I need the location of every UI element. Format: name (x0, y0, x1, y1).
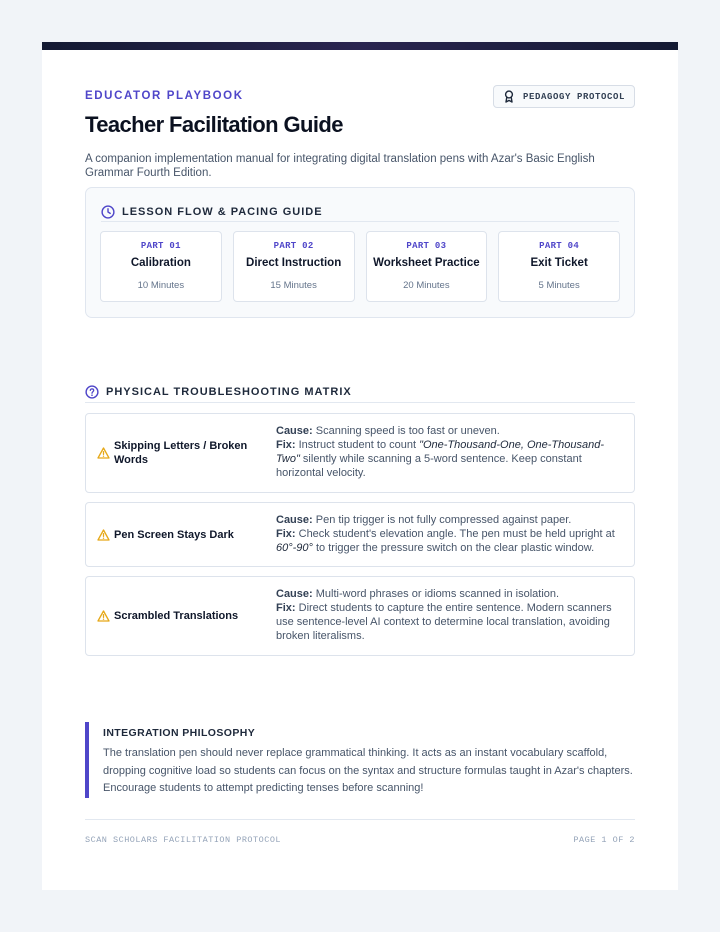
divider (85, 402, 635, 403)
issue-name: Skipping Letters / Broken Words (114, 440, 248, 466)
lesson-flow-card (85, 187, 635, 318)
clock-icon (101, 205, 115, 219)
document-page (42, 42, 678, 890)
eyebrow-label: EDUCATOR PLAYBOOK (85, 90, 244, 102)
cause-label: Cause: (276, 514, 313, 526)
pacing-part-2 (233, 231, 355, 302)
fix-line (276, 527, 626, 555)
fix-text: Check student's elevation angle. The pen must be held upright at (298, 528, 615, 540)
cause-line (276, 424, 626, 438)
fix-text-end: to trigger the pressure switch on the clear plastic window. (312, 542, 595, 554)
issue-details (276, 587, 626, 643)
cause-text: Pen tip trigger is not fully compressed against paper. (315, 514, 572, 526)
fix-line (276, 601, 626, 643)
page-subtitle: A companion implementation manual for integrating digital translation pens with Azar's Basic English Grammar Fourth Edition. (85, 153, 595, 179)
philosophy-title: INTEGRATION PHILOSOPHY (103, 727, 256, 739)
help-circle-icon (85, 385, 99, 399)
pacing-parts (100, 231, 620, 302)
fix-label: Fix: (276, 528, 296, 540)
part-name: Exit Ticket (530, 257, 588, 269)
pacing-part-1 (100, 231, 222, 302)
troubleshooting-row-3 (85, 576, 635, 656)
cause-line (276, 513, 626, 527)
top-accent-bar (42, 42, 678, 50)
fix-text: Instruct student to count (298, 439, 420, 451)
fix-emphasis: "One-Thousand-One, One-Thousand-Two" (276, 439, 604, 465)
award-ribbon-icon (503, 90, 515, 103)
part-name: Calibration (130, 257, 191, 269)
warning-triangle-icon (97, 447, 110, 459)
part-name: Worksheet Practice (373, 257, 480, 269)
part-number: PART 03 (406, 241, 447, 251)
cause-text: Scanning speed is too fast or uneven. (315, 425, 500, 437)
issue-name: Scrambled Translations (114, 610, 239, 622)
troubleshooting-row-1 (85, 413, 635, 493)
issue-label (97, 414, 262, 492)
lesson-flow-header (101, 203, 619, 221)
warning-triangle-icon (97, 529, 110, 541)
cause-line (276, 587, 626, 601)
troubleshooting-row-2 (85, 502, 635, 567)
fix-text: Direct students to capture the entire sentence. Modern scanners use sentence-level AI context to determine local translation, avoiding broken literalisms. (276, 602, 612, 642)
footer-divider (85, 819, 635, 820)
fix-label: Fix: (276, 602, 296, 614)
issue-details (276, 513, 626, 555)
integration-philosophy-callout (85, 722, 635, 798)
part-duration: 10 Minutes (137, 280, 185, 291)
divider (101, 221, 619, 222)
troubleshooting-title: PHYSICAL TROUBLESHOOTING MATRIX (106, 386, 352, 398)
footer-protocol-name: SCAN SCHOLARS FACILITATION PROTOCOL (85, 835, 282, 845)
issue-details (276, 424, 626, 480)
part-duration: 5 Minutes (538, 280, 580, 291)
pacing-part-3 (366, 231, 488, 302)
issue-label (97, 577, 262, 655)
badge-text: PEDAGOGY PROTOCOL (522, 91, 625, 102)
fix-emphasis: 60°-90° (276, 542, 313, 554)
cause-label: Cause: (276, 588, 313, 600)
pacing-part-4 (498, 231, 620, 302)
part-number: PART 02 (273, 241, 314, 251)
lesson-flow-title: LESSON FLOW & PACING GUIDE (122, 206, 323, 218)
fix-line (276, 438, 626, 480)
page-title: Teacher Facilitation Guide (85, 112, 343, 137)
part-name: Direct Instruction (246, 257, 342, 269)
issue-label (97, 503, 262, 566)
fix-label: Fix: (276, 439, 296, 451)
part-duration: 20 Minutes (403, 280, 450, 291)
page-number: PAGE 1 OF 2 (573, 835, 635, 845)
part-duration: 15 Minutes (270, 280, 317, 291)
troubleshooting-header (85, 383, 635, 401)
cause-label: Cause: (276, 425, 313, 437)
philosophy-text: The translation pen should never replace grammatical thinking. It acts as an instant vocabulary scaffold, dropping cognitive load so students can focus on the syntax and structure formulas taught in Azar's chapters. Encourage students to attempt predicting tenses before scanning! (103, 747, 633, 794)
issue-name: Pen Screen Stays Dark (114, 528, 234, 541)
part-number: PART 01 (140, 241, 181, 251)
part-number: PART 04 (539, 241, 580, 251)
fix-text-end: silently while scanning a 5-word sentence. Keep constant horizontal velocity. (276, 453, 582, 479)
pedagogy-badge (493, 85, 635, 108)
cause-text: Multi-word phrases or idioms scanned in isolation. (315, 588, 560, 600)
warning-triangle-icon (97, 610, 110, 622)
